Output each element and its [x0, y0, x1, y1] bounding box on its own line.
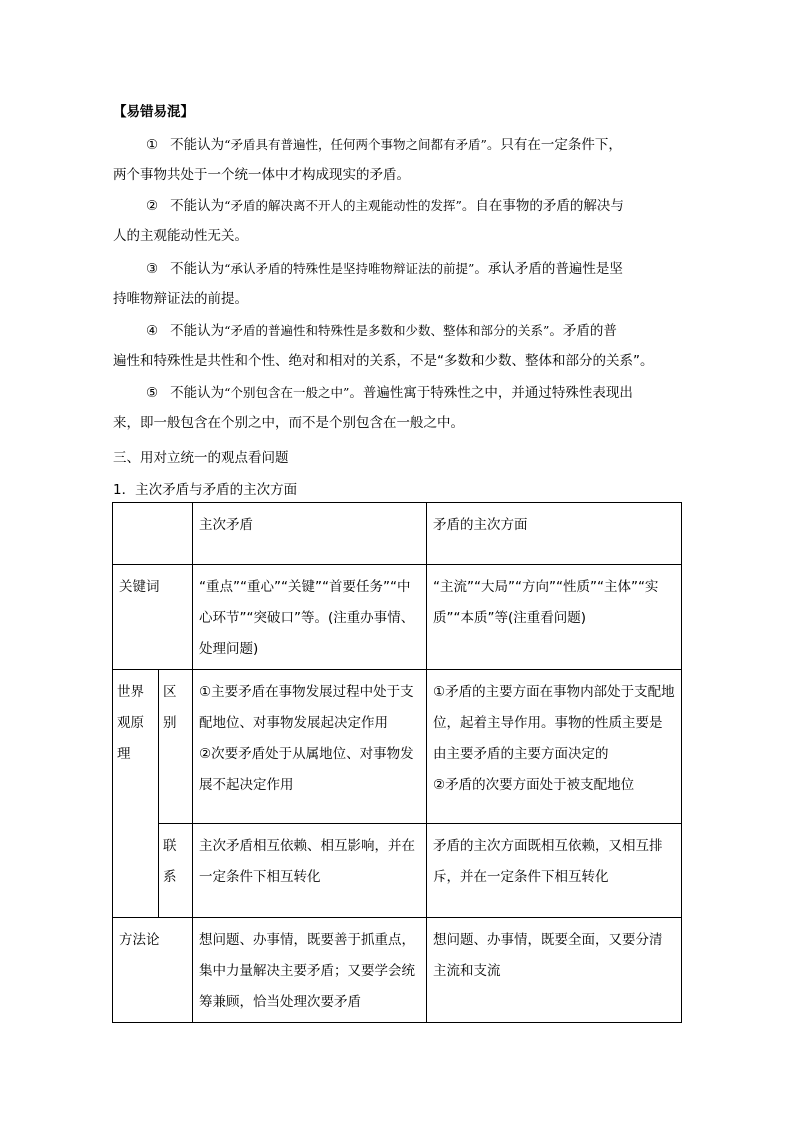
row-label-methodology: 方法论	[113, 918, 193, 1023]
item-5	[113, 378, 683, 438]
item-number: ③	[146, 261, 159, 277]
header-cell-aspects: 矛盾的主次方面	[427, 503, 682, 565]
item-number: ④	[146, 323, 159, 339]
item-1	[113, 130, 683, 190]
header-cell-main-secondary-contradiction: 主次矛盾	[193, 503, 427, 565]
connection-col1: 主次矛盾相互依赖、相互影响，并在一定条件下相互转化	[193, 824, 427, 918]
item-4	[113, 316, 683, 376]
comparison-table	[112, 502, 682, 1023]
header-cell-empty	[113, 503, 193, 565]
table-row-connection	[113, 824, 682, 918]
item-quote: “承认矛盾的特殊性是坚持唯物辩证法的前提”	[224, 261, 475, 276]
item-number: ⑤	[146, 385, 159, 401]
table-row-methodology	[113, 918, 682, 1023]
item-quote: “矛盾具有普遍性，任何两个事物之间都有矛盾”	[224, 137, 487, 152]
item-quote: “个别包含在一般之中”	[224, 385, 350, 400]
heading: 【易错易混】	[113, 104, 194, 120]
item-quote: “矛盾的解决离不开人的主观能动性的发挥”	[224, 198, 462, 213]
item-rest: 。普遍性寓于特殊性之中，并通过特殊性表现出	[349, 385, 633, 401]
item-rest: 。自在事物的矛盾的解决与	[461, 198, 624, 214]
keywords-col2: “主流”“大局”“方向”“性质”“主体”“实质”“本质”等(注重看问题)	[427, 565, 682, 670]
item-3	[113, 254, 683, 314]
difference-col2: ①矛盾的主要方面在事物内部处于支配地位，起着主导作用。事物的性质主要是由主要矛盾的主要方面决定的 ②矛盾的次要方面处于被支配地位	[427, 670, 682, 824]
item-number: ①	[146, 137, 159, 153]
row-sublabel-connection: 联系	[159, 824, 193, 918]
subsection-title: 1．主次矛盾与矛盾的主次方面	[113, 482, 298, 498]
section-title: 三、用对立统一的观点看问题	[113, 450, 289, 466]
item-continuation: 遍性和特殊性是共性和个性、绝对和相对的关系，不是“多数和少数、整体和部分的关系”。	[113, 353, 654, 369]
item-prefix: 不能认为	[170, 198, 225, 214]
row-label-keywords: 关键词	[113, 565, 193, 670]
row-sublabel-difference: 区别	[159, 670, 193, 824]
item-continuation: 来，即一般包含在个别之中，而不是个别包含在一般之中。	[113, 415, 464, 431]
methodology-col1: 想问题、办事情，既要善于抓重点，集中力量解决主要矛盾；又要学会统筹兼顾，恰当处理次要矛盾	[193, 918, 427, 1023]
item-2	[113, 191, 683, 251]
item-quote: “矛盾的普遍性和特殊性是多数和少数、整体和部分的关系”	[224, 323, 550, 338]
item-prefix: 不能认为	[170, 385, 225, 401]
item-continuation: 两个事物共处于一个统一体中才构成现实的矛盾。	[113, 167, 410, 183]
table-row-keywords	[113, 565, 682, 670]
item-rest: 。承认矛盾的普遍性是坚	[474, 261, 623, 277]
keywords-col1: “重点”“重心”“关键”“首要任务”“中心环节”“突破口”等。(注重办事情、处理问题)	[193, 565, 427, 670]
row-label-worldview: 世界观原理	[113, 670, 159, 918]
item-prefix: 不能认为	[170, 323, 225, 339]
item-rest: 。矛盾的普	[549, 323, 617, 339]
methodology-col2: 想问题、办事情，既要全面，又要分清主流和支流	[427, 918, 682, 1023]
connection-col2: 矛盾的主次方面既相互依赖，又相互排斥，并在一定条件下相互转化	[427, 824, 682, 918]
item-number: ②	[146, 198, 159, 214]
item-prefix: 不能认为	[170, 137, 225, 153]
item-continuation: 持唯物辩证法的前提。	[113, 291, 248, 307]
item-rest: 。只有在一定条件下，	[486, 137, 622, 153]
table-row-difference	[113, 670, 682, 824]
item-continuation: 人的主观能动性无关。	[113, 228, 248, 244]
item-prefix: 不能认为	[170, 261, 225, 277]
difference-col1: ①主要矛盾在事物发展过程中处于支配地位、对事物发展起决定作用 ②次要矛盾处于从属地位、对事物发展不起决定作用	[193, 670, 427, 824]
table-header-row	[113, 503, 682, 565]
